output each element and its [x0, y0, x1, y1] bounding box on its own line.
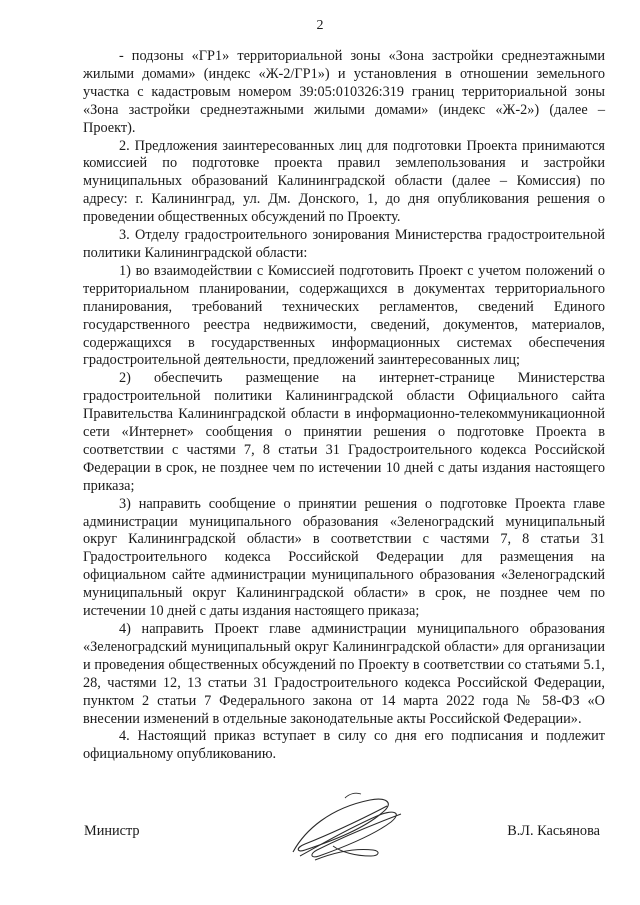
signatory-name: В.Л. Касьянова [507, 823, 600, 839]
paragraph-item-2-proposals: 2. Предложения заинтересованных лиц для подготовки Проекта принимаются комиссией по подготовке проекта правил землепользования и застройки муниципальных образований Калининградской области (далее – Комиссия) по адресу: г. Калининград, ул. Дм. Донского, 1, до дня опубликования решения о проведении общественных обсуждений по Проекту. [83, 137, 605, 226]
paragraph-item-3-department: 3. Отделу градостроительного зонирования Министерства градостроительной политики Калининградской области: [83, 227, 605, 261]
paragraph-subitem-1: 1) во взаимодействии с Комиссией подготовить Проект с учетом положений о территориальном планировании, содержащихся в документах территориального планирования, требований технических регламентов, сведений Единого государственного реестра недвижимости, сведений, документов, материалов, содержащихся в государственных информационных системах обеспечения градостроительной деятельности, предложений заинтересованных лиц; [83, 262, 605, 369]
paragraph-subitem-2: 2) обеспечить размещение на интернет-странице Министерства градостроительной политики Калининградской области Официального сайта Правительства Калининградской области в информационно-телекоммуникационной сети «Интернет» сообщения о принятии решения о подготовке Проекта в соответствии с частями 7, 8 статьи 31 Градостроительного кодекса Российской Федерации в срок, не позднее чем по истечении 10 дней с даты издания настоящего приказа; [83, 370, 605, 494]
handwritten-signature [275, 790, 415, 870]
page-number: 2 [316, 18, 324, 33]
paragraph-subzone-continuation: - подзоны «ГР1» территориальной зоны «Зона застройки среднеэтажными жилыми домами» (индекс «Ж-2/ГР1») и установления в отношении земельного участка с кадастровым номером 39:05:010326:319 границ территориальной зоны «Зона застройки среднеэтажными жилыми домами» (индекс «Ж-2») (далее – Проект). [83, 48, 605, 136]
paragraph-subitem-4: 4) направить Проект главе администрации муниципального образования «Зеленоградский муниципальный округ Калининградской области» для организации и проведения общественных обсуждений по Проекту в соответствии со статьями 5.1, 28, частями 12, 13 статьи 31 Градостроительного кодекса Российской Федерации, пунктом 2 статьи 7 Федерального закона от 14 марта 2022 года № 58-ФЗ «О внесении изменений в отдельные законодательные акты Российской Федерации». [83, 621, 605, 727]
paragraph-item-4-effective: 4. Настоящий приказ вступает в силу со дня его подписания и подлежит официальному опубликованию. [83, 728, 605, 763]
signatory-position: Министр [84, 823, 140, 839]
document-body [83, 48, 605, 764]
paragraph-subitem-3: 3) направить сообщение о принятии решения о подготовке Проекта главе администрации муниципального образования «Зеленоградский муниципальный округ Калининградской области» в соответствии с частями 7, 8 статьи 31 Градостроительного кодекса Российской Федерации для размещения на официальном сайте администрации муниципального образования «Зеленоградский муниципальный округ Калининградской области» в срок, не позднее чем по истечении 10 дней с даты издания настоящего приказа; [83, 495, 605, 620]
